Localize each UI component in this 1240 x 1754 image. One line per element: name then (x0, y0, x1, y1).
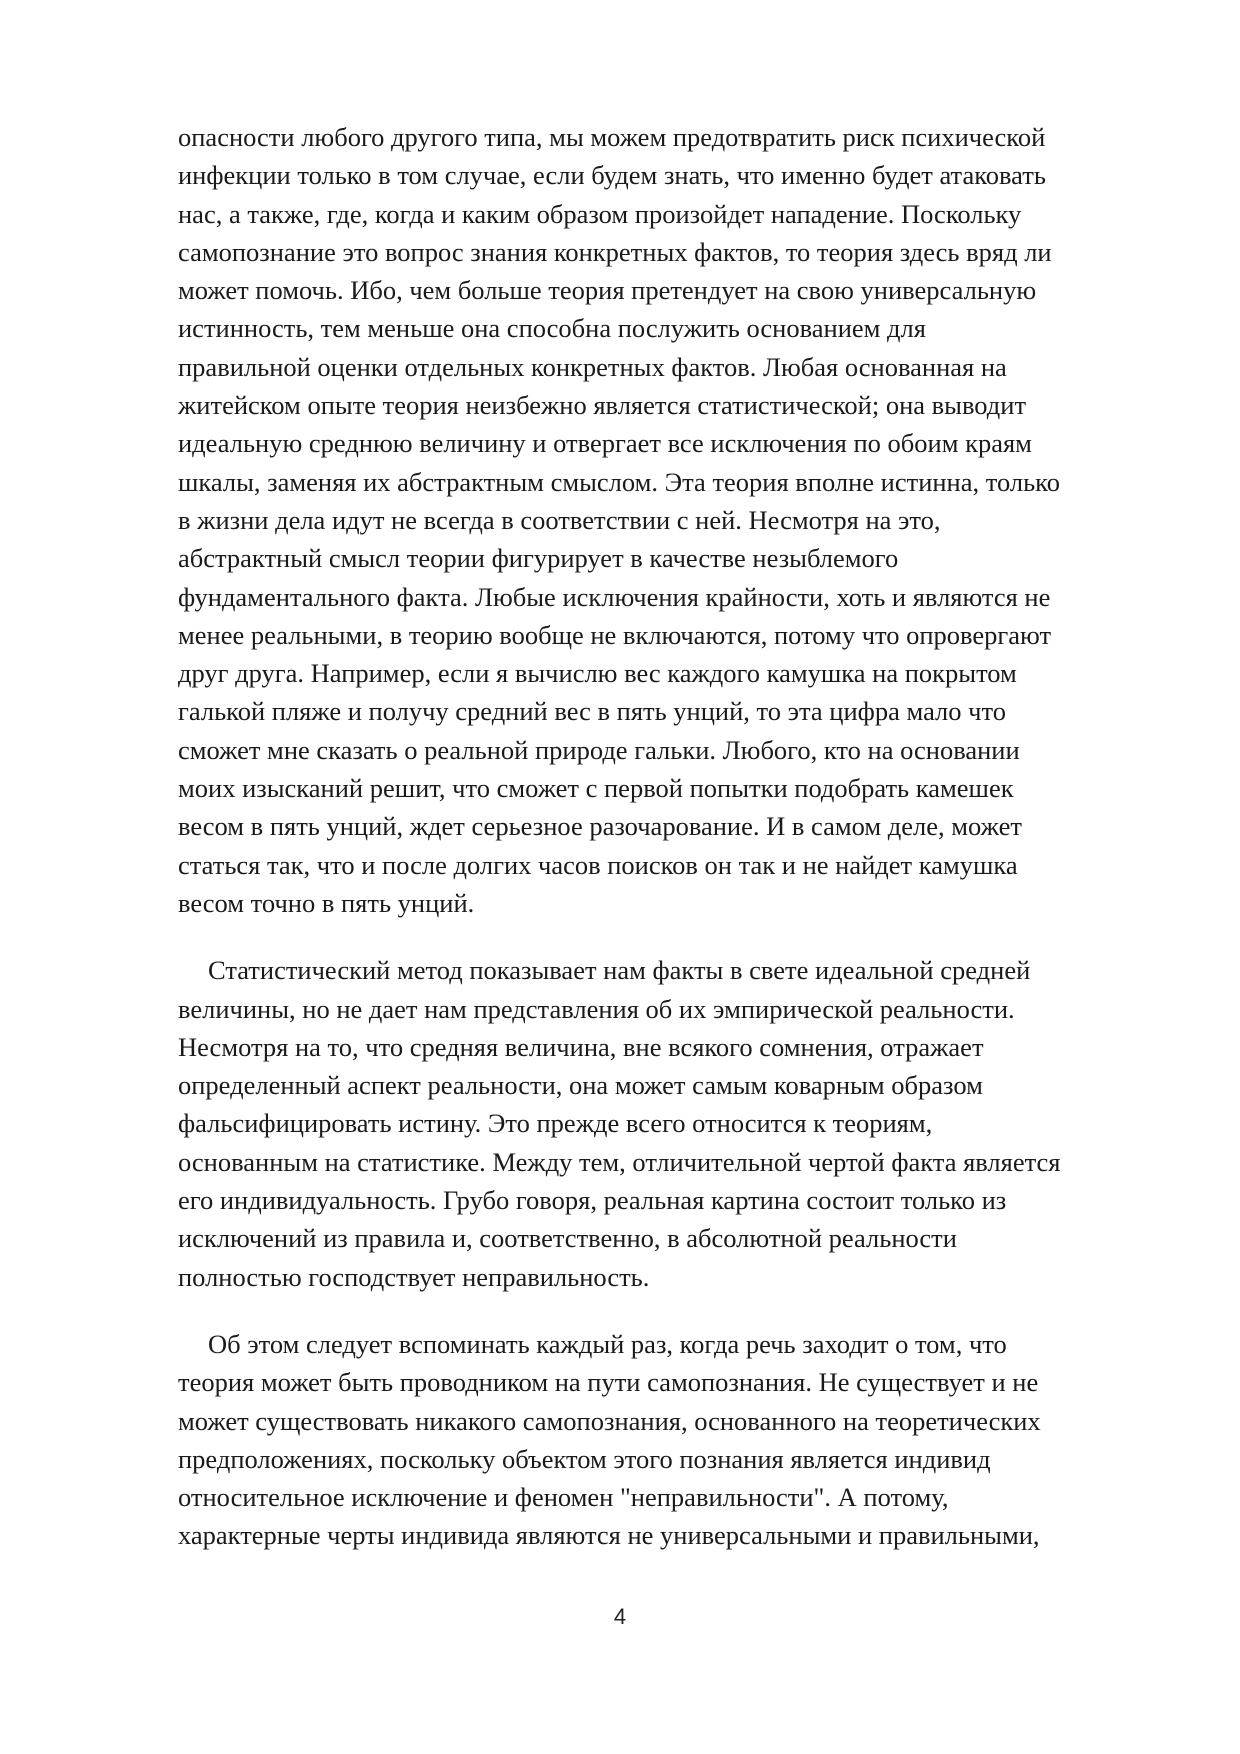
text-line: может помочь. Ибо, чем больше теория претендует на свою универсальную (178, 275, 1037, 306)
text-line: менее реальными, в теорию вообще не включаются, потому что опровергают (178, 619, 1052, 650)
text-line: в жизни дела идут не всегда в соответствии с ней. Несмотря на это, (178, 504, 941, 535)
text-line: его индивидуальность. Грубо говоря, реальная картина состоит только из (178, 1185, 1007, 1216)
text-line: фальсифицировать истину. Это прежде всего относится к теориям, (178, 1108, 933, 1139)
text-line: шкалы, заменяя их абстрактным смыслом. Эта теория вполне истинна, только (178, 466, 1060, 497)
text-line: весом точно в пять унций. (178, 887, 475, 918)
text-line: Статистический метод показывает нам факты в свете идеальной средней (208, 955, 1031, 986)
paragraph-gap (178, 1296, 1158, 1325)
text-line: Несмотря на то, что средняя величина, вне всякого сомнения, отражает (178, 1031, 984, 1062)
text-line: моих изысканий решит, что сможет с первой попытки подобрать камешек (178, 773, 1014, 804)
page-number: 4 (613, 1604, 627, 1629)
paragraph-3 (178, 1325, 1158, 1555)
text-line: предположениях, поскольку объектом этого познания является индивид (178, 1443, 991, 1474)
text-line: основанным на статистике. Между тем, отличительной чертой факта является (178, 1146, 1061, 1177)
text-line: относительное исключение и феномен "неправильности". А потому, (178, 1482, 949, 1513)
text-line: исключений из правила и, соответственно, в абсолютной реальности (178, 1223, 957, 1254)
text-line: друг друга. Например, если я вычислю вес каждого камушка на покрытом (178, 658, 1017, 689)
paragraph-gap (178, 922, 1158, 951)
text-line: самопознание это вопрос знания конкретных фактов, то теория здесь вряд ли (178, 236, 1052, 267)
text-line: теория может быть проводником на пути самопознания. Не существует и не (178, 1367, 1039, 1398)
text-line: статься так, что и после долгих часов поисков он так и не найдет камушка (178, 849, 1018, 880)
text-line: инфекции только в том случае, если будем знать, что именно будет атаковать (178, 160, 1046, 191)
text-line: галькой пляже и получу средний вес в пять унций, то эта цифра мало что (178, 696, 1006, 727)
text-line: абстрактный смысл теории фигурирует в качестве незыблемого (178, 543, 899, 574)
text-line: величины, но не дает нам представления об их эмпирической реальности. (178, 993, 1015, 1024)
paragraph-2 (178, 951, 1158, 1296)
text-line: фундаментального факта. Любые исключения крайности, хоть и являются не (178, 581, 1051, 612)
text-line: определенный аспект реальности, она может самым коварным образом (178, 1070, 983, 1101)
text-line: весом в пять унций, ждет серьезное разочарование. И в самом деле, может (178, 811, 1022, 842)
paragraph-1 (178, 118, 1158, 922)
text-line: правильной оценки отдельных конкретных фактов. Любая основанная на (178, 351, 1007, 382)
text-line: характерные черты индивида являются не универсальными и правильными, (178, 1520, 1040, 1551)
text-line: может существовать никакого самопознания, основанного на теоретических (178, 1405, 1041, 1436)
text-line: нас, а также, где, когда и каким образом произойдет нападение. Поскольку (178, 198, 1022, 229)
text-line: полностью господствует неправильность. (178, 1261, 650, 1292)
text-line: Об этом следует вспоминать каждый раз, когда речь заходит о том, что (208, 1328, 1007, 1359)
text-line: опасности любого другого типа, мы можем предотвратить риск психической (178, 122, 1046, 152)
text-line: истинность, тем меньше она способна послужить основанием для (178, 313, 926, 344)
text-line: сможет мне сказать о реальной природе гальки. Любого, кто на основании (178, 734, 1020, 765)
text-line: идеальную среднюю величину и отвергает все исключения по обоим краям (178, 428, 1032, 459)
body-text (178, 118, 1158, 1555)
text-line: житейском опыте теория неизбежно является статистической; она выводит (178, 390, 1027, 421)
